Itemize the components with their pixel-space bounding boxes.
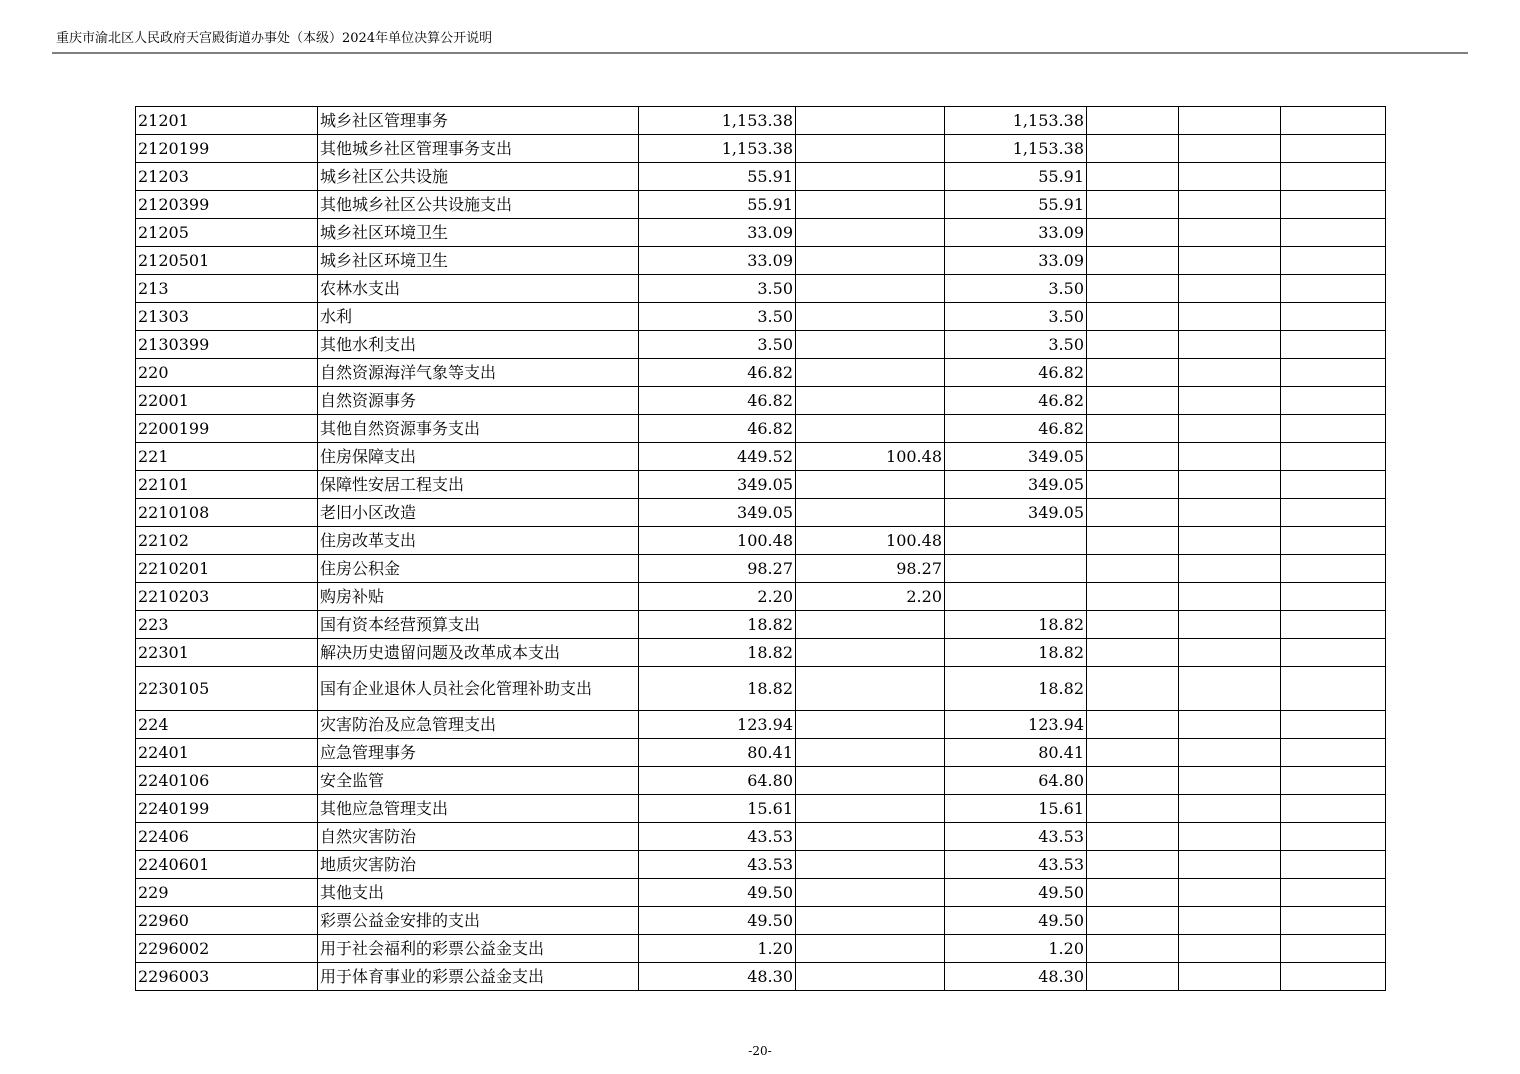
cell-basic [796,275,945,303]
cell-basic [796,935,945,963]
cell-empty [1087,611,1179,639]
cell-name: 其他水利支出 [318,331,639,359]
cell-basic [796,767,945,795]
cell-project: 3.50 [945,275,1087,303]
cell-empty [1281,191,1386,219]
cell-empty [1179,879,1281,907]
cell-total: 123.94 [639,711,796,739]
cell-basic [796,499,945,527]
cell-project: 18.82 [945,611,1087,639]
cell-empty [1179,303,1281,331]
table-row [136,471,1386,499]
cell-empty [1281,415,1386,443]
cell-project: 349.05 [945,471,1087,499]
cell-basic [796,303,945,331]
cell-name: 住房改革支出 [318,527,639,555]
cell-empty [1179,219,1281,247]
cell-empty [1087,767,1179,795]
cell-project: 3.50 [945,331,1087,359]
cell-basic [796,219,945,247]
cell-code: 2130399 [136,331,318,359]
cell-name: 其他城乡社区公共设施支出 [318,191,639,219]
cell-project: 80.41 [945,739,1087,767]
table-row [136,163,1386,191]
cell-empty [1281,443,1386,471]
table-row [136,527,1386,555]
cell-total: 43.53 [639,823,796,851]
cell-basic [796,739,945,767]
cell-total: 49.50 [639,907,796,935]
cell-basic [796,247,945,275]
table-row [136,107,1386,135]
cell-empty [1281,471,1386,499]
cell-code: 221 [136,443,318,471]
cell-empty [1179,331,1281,359]
cell-empty [1087,527,1179,555]
cell-code: 2240199 [136,795,318,823]
cell-basic [796,107,945,135]
table-row [136,767,1386,795]
cell-code: 2210201 [136,555,318,583]
cell-basic [796,639,945,667]
table-row [136,963,1386,991]
table-row [136,415,1386,443]
cell-code: 2230105 [136,667,318,711]
cell-name: 老旧小区改造 [318,499,639,527]
cell-empty [1087,823,1179,851]
cell-total: 80.41 [639,739,796,767]
cell-project: 18.82 [945,667,1087,711]
cell-project: 1,153.38 [945,107,1087,135]
cell-empty [1087,795,1179,823]
cell-empty [1087,443,1179,471]
cell-code: 220 [136,359,318,387]
cell-total: 55.91 [639,163,796,191]
cell-code: 2240601 [136,851,318,879]
cell-empty [1281,739,1386,767]
cell-total: 3.50 [639,331,796,359]
cell-empty [1087,219,1179,247]
cell-project: 55.91 [945,163,1087,191]
table-row [136,499,1386,527]
cell-name: 灾害防治及应急管理支出 [318,711,639,739]
cell-empty [1179,387,1281,415]
cell-basic [796,415,945,443]
cell-empty [1281,907,1386,935]
cell-empty [1087,387,1179,415]
cell-name: 安全监管 [318,767,639,795]
cell-code: 2210108 [136,499,318,527]
cell-project: 18.82 [945,639,1087,667]
cell-empty [1087,639,1179,667]
cell-empty [1179,823,1281,851]
cell-empty [1087,303,1179,331]
cell-code: 22102 [136,527,318,555]
cell-name: 其他应急管理支出 [318,795,639,823]
cell-empty [1087,415,1179,443]
cell-code: 229 [136,879,318,907]
expenditure-table [135,106,1386,991]
cell-empty [1281,303,1386,331]
table-row [136,879,1386,907]
cell-total: 33.09 [639,247,796,275]
cell-empty [1179,499,1281,527]
cell-empty [1087,583,1179,611]
cell-project: 48.30 [945,963,1087,991]
table-row [136,639,1386,667]
cell-basic [796,359,945,387]
cell-empty [1179,275,1281,303]
cell-code: 21303 [136,303,318,331]
cell-total: 100.48 [639,527,796,555]
cell-name: 城乡社区环境卫生 [318,247,639,275]
cell-total: 46.82 [639,359,796,387]
cell-empty [1281,767,1386,795]
cell-basic: 100.48 [796,527,945,555]
cell-empty [1281,331,1386,359]
cell-empty [1281,499,1386,527]
cell-empty [1179,795,1281,823]
cell-empty [1281,611,1386,639]
cell-basic [796,387,945,415]
cell-empty [1179,667,1281,711]
table-row [136,443,1386,471]
cell-empty [1179,415,1281,443]
cell-empty [1179,107,1281,135]
cell-empty [1087,191,1179,219]
table-row [136,387,1386,415]
cell-project: 123.94 [945,711,1087,739]
cell-project: 349.05 [945,499,1087,527]
cell-empty [1087,963,1179,991]
cell-empty [1179,639,1281,667]
cell-name: 国有资本经营预算支出 [318,611,639,639]
cell-code: 22101 [136,471,318,499]
cell-total: 3.50 [639,275,796,303]
table-row [136,907,1386,935]
cell-total: 15.61 [639,795,796,823]
cell-basic [796,471,945,499]
cell-empty [1087,275,1179,303]
table-row [136,611,1386,639]
cell-name: 地质灾害防治 [318,851,639,879]
table-row [136,711,1386,739]
table-row [136,303,1386,331]
cell-name: 彩票公益金安排的支出 [318,907,639,935]
cell-project: 55.91 [945,191,1087,219]
cell-empty [1087,667,1179,711]
cell-code: 21201 [136,107,318,135]
cell-basic [796,963,945,991]
cell-name: 购房补贴 [318,583,639,611]
cell-empty [1087,739,1179,767]
cell-empty [1179,963,1281,991]
cell-basic: 98.27 [796,555,945,583]
cell-total: 18.82 [639,611,796,639]
cell-total: 18.82 [639,639,796,667]
cell-project: 1,153.38 [945,135,1087,163]
cell-empty [1281,639,1386,667]
table-row [136,795,1386,823]
table-body [136,107,1386,991]
cell-basic [796,667,945,711]
cell-name: 用于社会福利的彩票公益金支出 [318,935,639,963]
cell-empty [1179,907,1281,935]
cell-total: 3.50 [639,303,796,331]
cell-empty [1087,935,1179,963]
cell-total: 98.27 [639,555,796,583]
cell-name: 城乡社区管理事务 [318,107,639,135]
cell-name: 解决历史遗留问题及改革成本支出 [318,639,639,667]
cell-name: 国有企业退休人员社会化管理补助支出 [318,667,639,711]
cell-basic [796,135,945,163]
table-row [136,331,1386,359]
cell-name: 其他城乡社区管理事务支出 [318,135,639,163]
cell-empty [1087,851,1179,879]
cell-total: 64.80 [639,767,796,795]
cell-name: 应急管理事务 [318,739,639,767]
cell-empty [1179,555,1281,583]
cell-name: 城乡社区公共设施 [318,163,639,191]
cell-project [945,527,1087,555]
cell-total: 33.09 [639,219,796,247]
table-row [136,583,1386,611]
table-row [136,667,1386,711]
cell-empty [1281,667,1386,711]
cell-basic [796,163,945,191]
cell-project: 43.53 [945,851,1087,879]
cell-total: 1,153.38 [639,135,796,163]
cell-empty [1179,767,1281,795]
cell-code: 21203 [136,163,318,191]
table-row [136,359,1386,387]
cell-total: 55.91 [639,191,796,219]
cell-empty [1281,795,1386,823]
cell-project: 349.05 [945,443,1087,471]
cell-project: 1.20 [945,935,1087,963]
cell-empty [1281,823,1386,851]
cell-name: 自然灾害防治 [318,823,639,851]
cell-code: 2296002 [136,935,318,963]
cell-basic [796,711,945,739]
cell-basic: 2.20 [796,583,945,611]
cell-empty [1281,275,1386,303]
page-header-title: 重庆市渝北区人民政府天宫殿街道办事处（本级）2024年单位决算公开说明 [56,31,493,46]
cell-empty [1281,107,1386,135]
cell-empty [1281,135,1386,163]
cell-name: 水利 [318,303,639,331]
cell-code: 2200199 [136,415,318,443]
cell-project: 46.82 [945,387,1087,415]
cell-total: 43.53 [639,851,796,879]
cell-empty [1179,935,1281,963]
cell-empty [1087,471,1179,499]
page-number: -20- [748,1044,772,1058]
cell-empty [1179,471,1281,499]
cell-empty [1179,443,1281,471]
cell-basic: 100.48 [796,443,945,471]
cell-empty [1179,359,1281,387]
cell-name: 住房保障支出 [318,443,639,471]
table-row [136,135,1386,163]
table-row [136,191,1386,219]
cell-empty [1179,611,1281,639]
cell-empty [1179,851,1281,879]
cell-empty [1087,711,1179,739]
cell-name: 自然资源海洋气象等支出 [318,359,639,387]
cell-total: 1.20 [639,935,796,963]
cell-code: 2210203 [136,583,318,611]
cell-name: 其他支出 [318,879,639,907]
cell-total: 46.82 [639,415,796,443]
cell-empty [1281,247,1386,275]
cell-code: 2120501 [136,247,318,275]
cell-total: 349.05 [639,499,796,527]
cell-code: 22301 [136,639,318,667]
cell-empty [1281,387,1386,415]
cell-code: 21205 [136,219,318,247]
cell-code: 2296003 [136,963,318,991]
cell-basic [796,823,945,851]
cell-name: 住房公积金 [318,555,639,583]
cell-empty [1179,135,1281,163]
cell-total: 49.50 [639,879,796,907]
cell-empty [1087,359,1179,387]
cell-empty [1281,359,1386,387]
table-row [136,823,1386,851]
cell-total: 349.05 [639,471,796,499]
cell-project: 33.09 [945,219,1087,247]
cell-name: 其他自然资源事务支出 [318,415,639,443]
cell-code: 22406 [136,823,318,851]
cell-total: 2.20 [639,583,796,611]
cell-basic [796,907,945,935]
cell-empty [1179,527,1281,555]
cell-basic [796,795,945,823]
cell-total: 46.82 [639,387,796,415]
cell-empty [1087,135,1179,163]
cell-empty [1281,963,1386,991]
cell-name: 用于体育事业的彩票公益金支出 [318,963,639,991]
cell-basic [796,611,945,639]
cell-total: 18.82 [639,667,796,711]
table-row [136,739,1386,767]
cell-empty [1281,879,1386,907]
cell-project: 15.61 [945,795,1087,823]
cell-name: 自然资源事务 [318,387,639,415]
cell-empty [1087,879,1179,907]
table-row [136,219,1386,247]
cell-project: 64.80 [945,767,1087,795]
cell-total: 1,153.38 [639,107,796,135]
cell-empty [1281,163,1386,191]
cell-empty [1087,907,1179,935]
cell-basic [796,331,945,359]
cell-name: 保障性安居工程支出 [318,471,639,499]
cell-total: 449.52 [639,443,796,471]
cell-code: 2240106 [136,767,318,795]
cell-empty [1281,851,1386,879]
cell-empty [1087,555,1179,583]
cell-total: 48.30 [639,963,796,991]
cell-project [945,555,1087,583]
cell-empty [1087,107,1179,135]
table-row [136,555,1386,583]
cell-empty [1179,583,1281,611]
cell-project [945,583,1087,611]
cell-empty [1281,527,1386,555]
cell-empty [1179,739,1281,767]
cell-project: 49.50 [945,879,1087,907]
cell-basic [796,191,945,219]
cell-project: 49.50 [945,907,1087,935]
cell-project: 33.09 [945,247,1087,275]
cell-empty [1087,247,1179,275]
cell-empty [1179,163,1281,191]
table-row [136,275,1386,303]
cell-basic [796,879,945,907]
cell-empty [1281,555,1386,583]
cell-empty [1281,711,1386,739]
cell-code: 22960 [136,907,318,935]
cell-empty [1281,935,1386,963]
cell-code: 2120399 [136,191,318,219]
cell-empty [1179,191,1281,219]
cell-empty [1179,711,1281,739]
header-divider [52,52,1468,54]
cell-project: 43.53 [945,823,1087,851]
cell-code: 223 [136,611,318,639]
cell-basic [796,851,945,879]
cell-name: 城乡社区环境卫生 [318,219,639,247]
cell-code: 2120199 [136,135,318,163]
cell-project: 46.82 [945,415,1087,443]
table-row [136,851,1386,879]
table-row [136,935,1386,963]
cell-code: 22401 [136,739,318,767]
cell-empty [1087,163,1179,191]
cell-empty [1281,583,1386,611]
cell-empty [1087,499,1179,527]
cell-name: 农林水支出 [318,275,639,303]
cell-empty [1281,219,1386,247]
cell-empty [1087,331,1179,359]
cell-project: 46.82 [945,359,1087,387]
cell-code: 22001 [136,387,318,415]
cell-code: 224 [136,711,318,739]
table-row [136,247,1386,275]
cell-project: 3.50 [945,303,1087,331]
cell-empty [1179,247,1281,275]
cell-code: 213 [136,275,318,303]
